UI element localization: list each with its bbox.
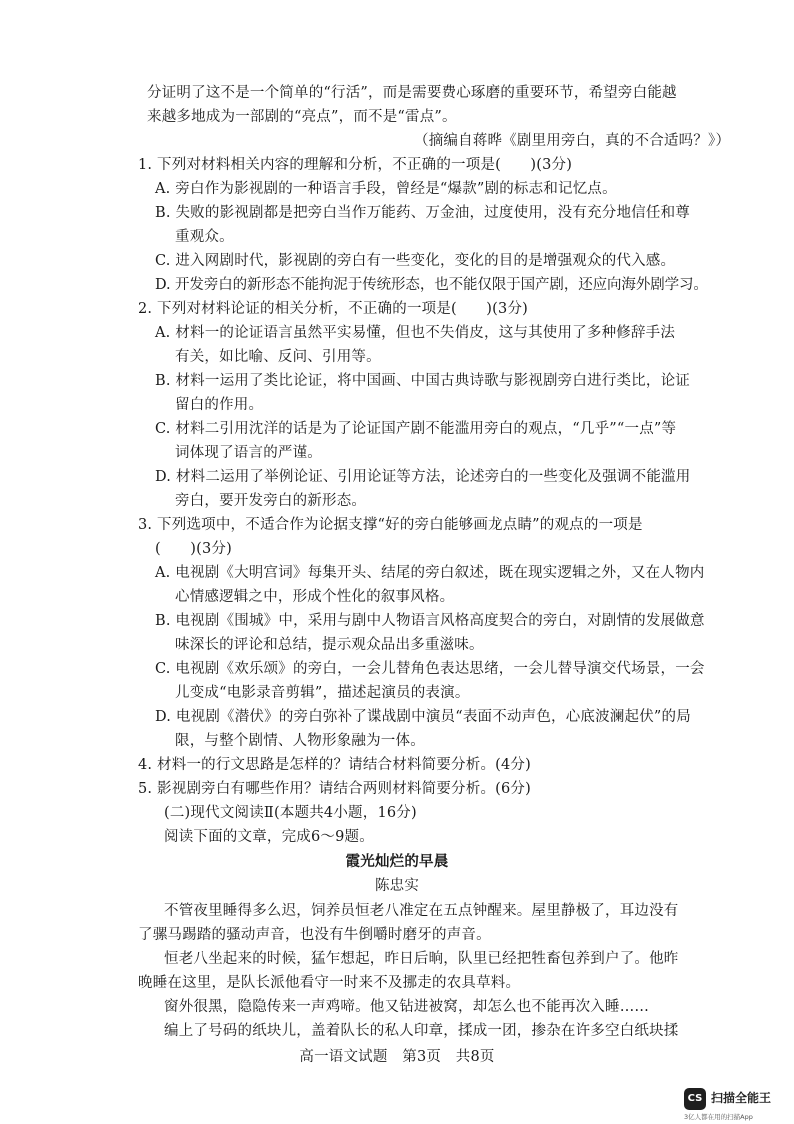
scanner-watermark [684, 1086, 794, 1122]
story-paragraph-line: 编上了号码的纸块儿，盖着队长的私人印章，揉成一团，掺杂在许多空白纸块揉 [164, 1023, 679, 1039]
q2-option-d: D. 材料二运用了举例论证、引用论证等方法，论述旁白的一些变化及强调不能滥用 [155, 469, 691, 485]
q3-option-d-cont: 限，与整个剧情、人物形象融为一体。 [175, 733, 425, 749]
q1-option-a: A. 旁白作为影视剧的一种语言手段，曾经是“爆款”剧的标志和记忆点。 [155, 181, 617, 197]
q1-option-c: C. 进入网剧时代，影视剧的旁白有一些变化，变化的目的是增强观众的代入感。 [155, 253, 676, 269]
source-citation: （摘编自蒋晔《剧里用旁白，真的不合适吗？》） [414, 133, 731, 149]
section-heading: (二)现代文阅读Ⅱ(本题共4小题，16分) [164, 805, 417, 821]
passage-tail-line-2: 来越多地成为一部剧的“亮点”，而不是“雷点”。 [147, 109, 457, 125]
q1-option-b: B. 失败的影视剧都是把旁白当作万能药、万金油，过度使用，没有充分地信任和尊 [155, 205, 690, 221]
story-paragraph-line: 了骡马踢踏的骚动声音，也没有牛倒嚼时磨牙的声音。 [138, 927, 491, 943]
q2-option-c: C. 材料二引用沈洋的话是为了论证国产剧不能滥用旁白的观点，“几乎”“一点”等 [155, 421, 677, 437]
q2-option-d-cont: 旁白，要开发旁白的新形态。 [175, 493, 367, 509]
story-paragraph-line: 不管夜里睡得多么迟，饲养员恒老八准定在五点钟醒来。屋里静极了，耳边没有 [164, 903, 679, 919]
q3-option-a-cont: 心情感逻辑之中，形成个性化的叙事风格。 [175, 589, 455, 605]
q3-option-c-cont: 儿变成“电影录音剪辑”，描述起演员的表演。 [175, 685, 470, 701]
q3-option-d: D. 电视剧《潜伏》的旁白弥补了谍战剧中演员“表面不动声色，心底波澜起伏”的局 [155, 709, 691, 725]
q2-option-a-cont: 有关，如比喻、反问、引用等。 [175, 349, 381, 365]
q2-option-c-cont: 词体现了语言的严谨。 [175, 445, 322, 461]
q2-option-b-cont: 留白的作用。 [175, 397, 264, 413]
question-1-stem: 1. 下列对材料相关内容的理解和分析，不正确的一项是( )(3分) [138, 157, 573, 173]
question-3-stem: 3. 下列选项中，不适合作为论据支撑“好的旁白能够画龙点睛”的观点的一项是 [138, 517, 643, 533]
question-4: 4. 材料一的行文思路是怎样的？请结合材料简要分析。(4分) [138, 757, 531, 773]
page-footer: 高一语文试题 第3页 共8页 [299, 1049, 495, 1065]
story-title: 霞光灿烂的早晨 [345, 853, 449, 870]
q1-option-d: D. 开发旁白的新形态不能拘泥于传统形态，也不能仅限于国产剧，还应向海外剧学习。 [155, 277, 708, 293]
scanner-logo-icon: CS [684, 1088, 706, 1110]
q3-option-b-cont: 味深长的评论和总结，提示观众品出多重滋味。 [175, 637, 484, 653]
story-paragraph-line: 恒老八坐起来的时候，猛乍想起，昨日后晌，队里已经把牲畜包养到户了。他昨 [164, 951, 679, 967]
q1-option-b-cont: 重观众。 [175, 229, 234, 245]
passage-tail-line-1: 分证明了这不是一个简单的“行活”，而是需要费心琢磨的重要环节，希望旁白能越 [147, 85, 677, 101]
story-author: 陈忠实 [374, 878, 420, 894]
scanner-app-name: 扫描全能王 [711, 1091, 772, 1105]
q2-option-b: B. 材料一运用了类比论证，将中国画、中国古典诗歌与影视剧旁白进行类比，论证 [155, 373, 690, 389]
reading-instruction: 阅读下面的文章，完成6～9题。 [164, 829, 374, 845]
question-2-stem: 2. 下列对材料论证的相关分析，不正确的一项是( )(3分) [138, 301, 528, 317]
q2-option-a: A. 材料一的论证语言虽然平实易懂，但也不失俏皮，这与其使用了多种修辞手法 [155, 325, 676, 341]
question-3-stem-cont: ( )(3分) [155, 541, 232, 557]
q3-option-a: A. 电视剧《大明宫词》每集开头、结尾的旁白叙述，既在现实逻辑之外，又在人物内 [155, 565, 705, 581]
scanner-tagline: 3亿人都在用的扫描App [684, 1113, 753, 1121]
question-5: 5. 影视剧旁白有哪些作用？请结合两则材料简要分析。(6分) [138, 781, 531, 797]
story-paragraph-line: 晚睡在这里，是队长派他看守一时来不及挪走的农具草料。 [138, 975, 521, 991]
q3-option-c: C. 电视剧《欢乐颂》的旁白，一会儿替角色表达思绪，一会儿替导演交代场景，一会 [155, 661, 705, 677]
story-paragraph-line: 窗外很黑，隐隐传来一声鸡啼。他又钻进被窝，却怎么也不能再次入睡…… [164, 999, 650, 1015]
q3-option-b: B. 电视剧《围城》中，采用与剧中人物语言风格高度契合的旁白，对剧情的发展做意 [155, 613, 705, 629]
